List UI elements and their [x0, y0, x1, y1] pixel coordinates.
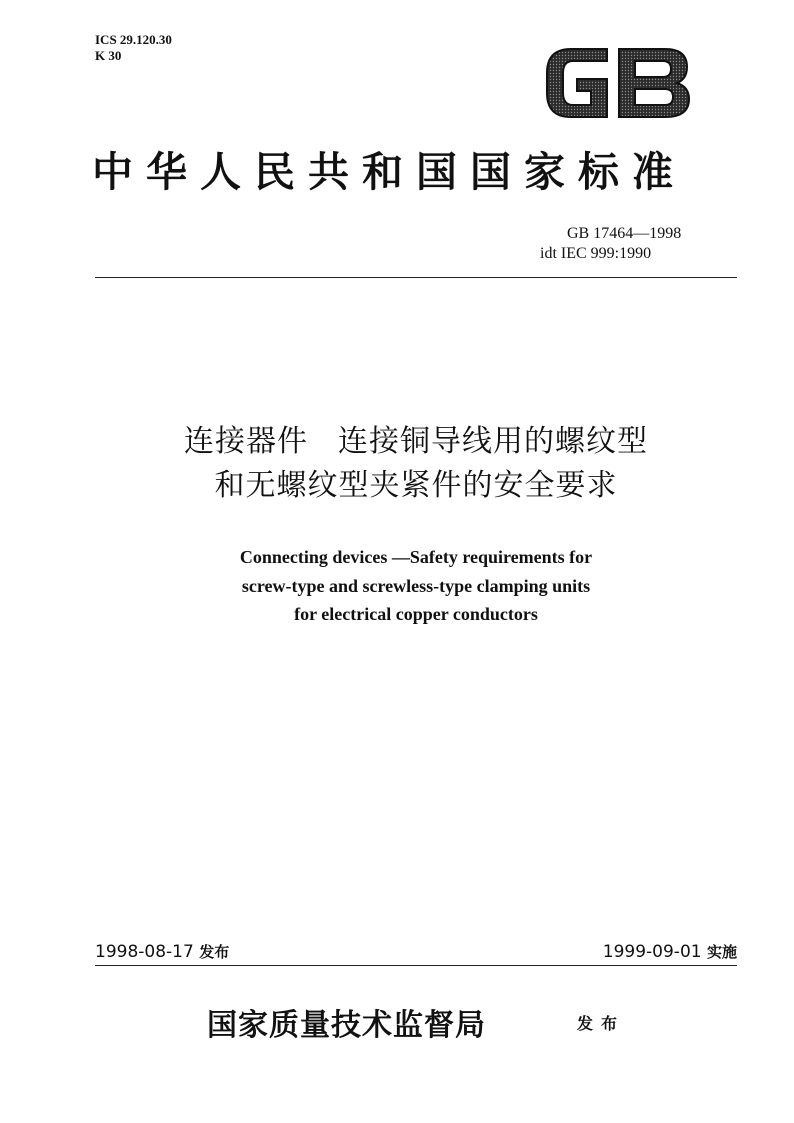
chinese-title-line1-part1: 连接器件	[184, 424, 308, 459]
equivalent-standard: idt IEC 999:1990	[540, 245, 652, 262]
chinese-title	[95, 420, 737, 508]
issue-date-label: 发布	[199, 943, 230, 961]
gb-logo	[543, 45, 691, 121]
issue-date	[95, 941, 229, 962]
classification-codes	[95, 32, 172, 64]
chinese-title-line1-part2: 连接铜导线用的螺纹型	[338, 424, 648, 459]
effective-date-label: 实施	[706, 943, 737, 961]
dates-row	[95, 941, 737, 965]
issuing-authority: 国家质量技术监督局	[207, 1008, 486, 1043]
english-title	[95, 543, 737, 629]
standard-number-block	[540, 224, 740, 264]
top-divider	[95, 277, 737, 278]
effective-date-value: 1999-09-01	[602, 942, 702, 962]
issuing-action: 发布	[577, 1014, 626, 1033]
bottom-divider	[95, 965, 737, 966]
english-title-line1: Connecting devices —Safety requirements for	[239, 547, 593, 567]
gb-logo-text: GB	[543, 45, 545, 46]
english-title-line3: for electrical copper conductors	[294, 604, 538, 624]
ics-code: ICS 29.120.30	[95, 32, 172, 47]
national-standard-title: 中华人民共和国国家标准	[92, 148, 686, 196]
standard-number: GB 17464—1998	[567, 225, 682, 242]
chinese-title-line2: 和无螺纹型夹紧件的安全要求	[214, 468, 618, 503]
issue-date-value: 1998-08-17	[95, 942, 194, 962]
english-title-line2: screw-type and screwless-type clamping units	[241, 575, 591, 596]
ccs-code: K 30	[95, 48, 122, 63]
effective-date	[603, 941, 737, 962]
